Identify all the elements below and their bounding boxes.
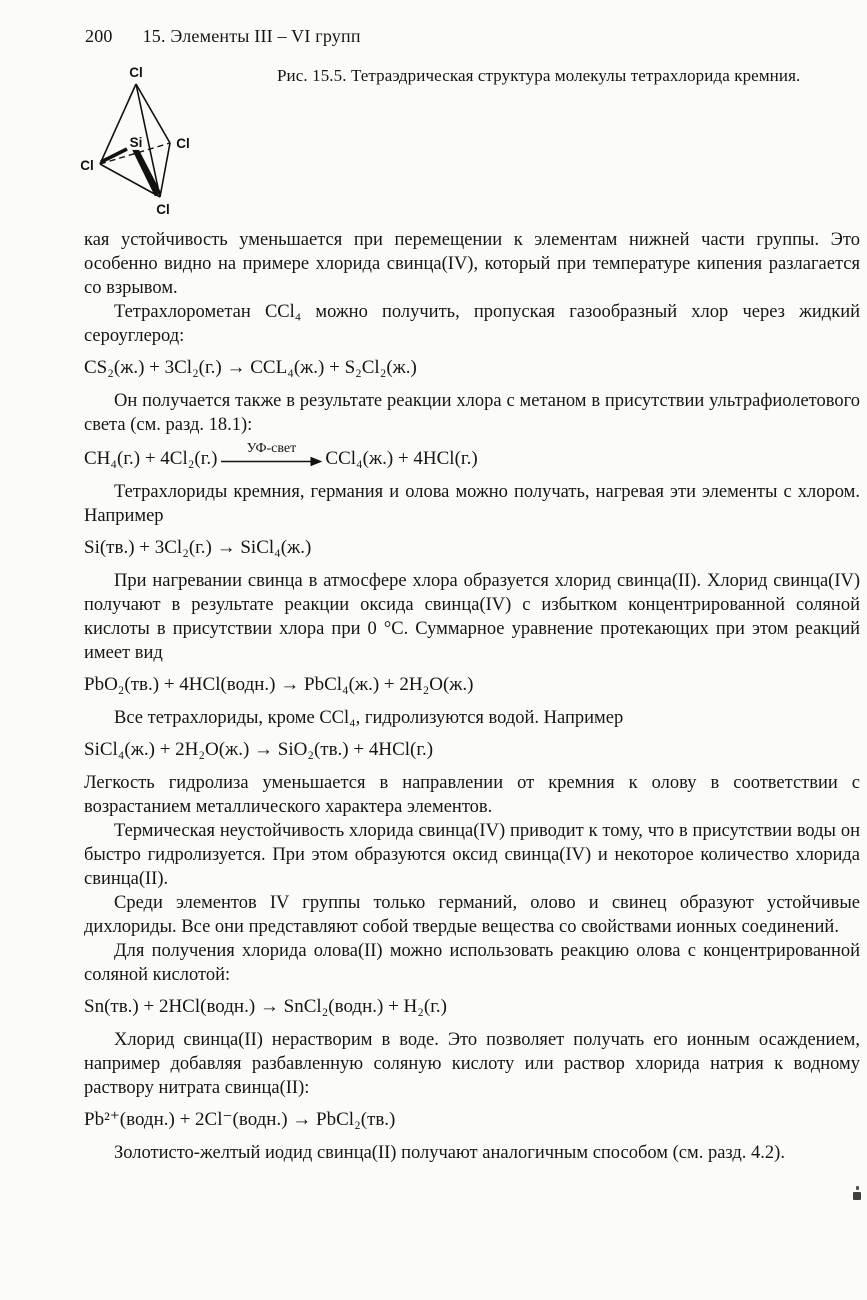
tetrahedron-molecule-diagram (70, 54, 270, 226)
paragraph: Золотисто-желтый иодид свинца(II) получают аналогичным способом (см. разд. 4.2). (114, 1143, 785, 1163)
atom-label-cl-left: Cl (80, 158, 94, 173)
paragraph: Все тетрахлориды, кроме CCl₄, гидролизуются водой. Например (114, 708, 624, 728)
page-number: 200 (85, 26, 113, 46)
equation-right-side: CCl₄(ж.) + 4HCl(г.) (325, 448, 478, 469)
equation-left-side: CH₄(г.) + 4Cl₂(г.) (84, 448, 218, 469)
atom-label-cl-top: Cl (129, 65, 143, 80)
chemical-equation: Si(тв.) + 3Cl₂(г.) → SiCl₄(ж.) (84, 537, 312, 558)
body-text (84, 228, 860, 1165)
chemical-equation: CS₂(ж.) + 3Cl₂(г.) → CCL₄(ж.) + S₂Cl₂(ж.) (84, 357, 417, 378)
figure-caption: Рис. 15.5. Тетраэдрическая структура молекулы тетрахлорида кремния. (277, 66, 801, 85)
chemical-equation: Sn(тв.) + 2HCl(водн.) → SnCl₂(водн.) + H₂(г.) (84, 996, 447, 1017)
chemical-equation-uv-light (84, 441, 860, 471)
paragraph: Легкость гидролиза уменьшается в направлении от кремния к олову в соответствии с возрастанием металлического характера элементов. (84, 773, 860, 817)
paragraph: Термическая неустойчивость хлорида свинца(IV) приводит к тому, что в присутствии воды он быстро гидролизуется. При этом образуются оксид свинца(IV) и некоторое количество хлорида свинца(II). (84, 821, 860, 889)
page-header (85, 26, 361, 47)
scan-artifact (856, 1186, 859, 1190)
paragraph: Тетрахлорометан CCl₄ можно получить, пропуская газообразный хлор через жидкий сероуглерод: (84, 302, 860, 346)
chemical-equation: Pb²⁺(водн.) + 2Cl⁻(водн.) → PbCl₂(тв.) (84, 1109, 396, 1130)
atom-label-cl-right: Cl (176, 136, 190, 151)
paragraph: Хлорид свинца(II) нерастворим в воде. Это позволяет получать его ионным осаждением, например добавляя разбавленную соляную кислоту или раствор хлорида натрия к водному раствору нитрата свинца(II): (84, 1030, 860, 1098)
edge-right-bottom (160, 143, 170, 197)
paragraph: кая устойчивость уменьшается при перемещении к элементам нижней части группы. Это особенно видно на примере хлорида свинца(IV), который при температуре кипения разлагается со взрывом. (84, 230, 860, 298)
paragraph: Среди элементов IV группы только германий, олово и свинец образуют устойчивые дихлориды. Все они представляют собой твердые вещества со свойствами ионных соединений. (84, 893, 860, 937)
reaction-arrow-icon (219, 456, 323, 467)
paragraph: Он получается также в результате реакции хлора с метаном в присутствии ультрафиолетового света (см. разд. 18.1): (84, 391, 860, 435)
paragraph: При нагревании свинца в атмосфере хлора образуется хлорид свинца(II). Хлорид свинца(IV) получают в результате реакции оксида свинца(IV) с избытком концентрированной соляной кислоты в присутствии хлора при 0 °C. Суммарное уравнение протекающих при этом реакций имеет вид (84, 571, 860, 663)
arrow-condition-label: УФ-свет (246, 441, 297, 456)
paragraph: Для получения хлорида олова(II) можно использовать реакцию олова с концентрированной соляной кислотой: (84, 941, 860, 985)
paragraph: Тетрахлориды кремния, германия и олова можно получать, нагревая эти элементы с хлором. Например (84, 482, 860, 526)
reaction-arrow-group (219, 441, 323, 467)
atom-label-cl-bottom: Cl (156, 202, 170, 217)
chemical-equation: SiCl₄(ж.) + 2H₂O(ж.) → SiO₂(тв.) + 4HCl(г.) (84, 739, 434, 760)
chemical-equation: PbO₂(тв.) + 4HCl(водн.) → PbCl₄(ж.) + 2H₂O(ж.) (84, 674, 474, 695)
chapter-title: 15. Элементы III – VI групп (142, 26, 361, 46)
atom-label-si-center: Si (129, 135, 143, 150)
scan-artifact (853, 1192, 861, 1200)
